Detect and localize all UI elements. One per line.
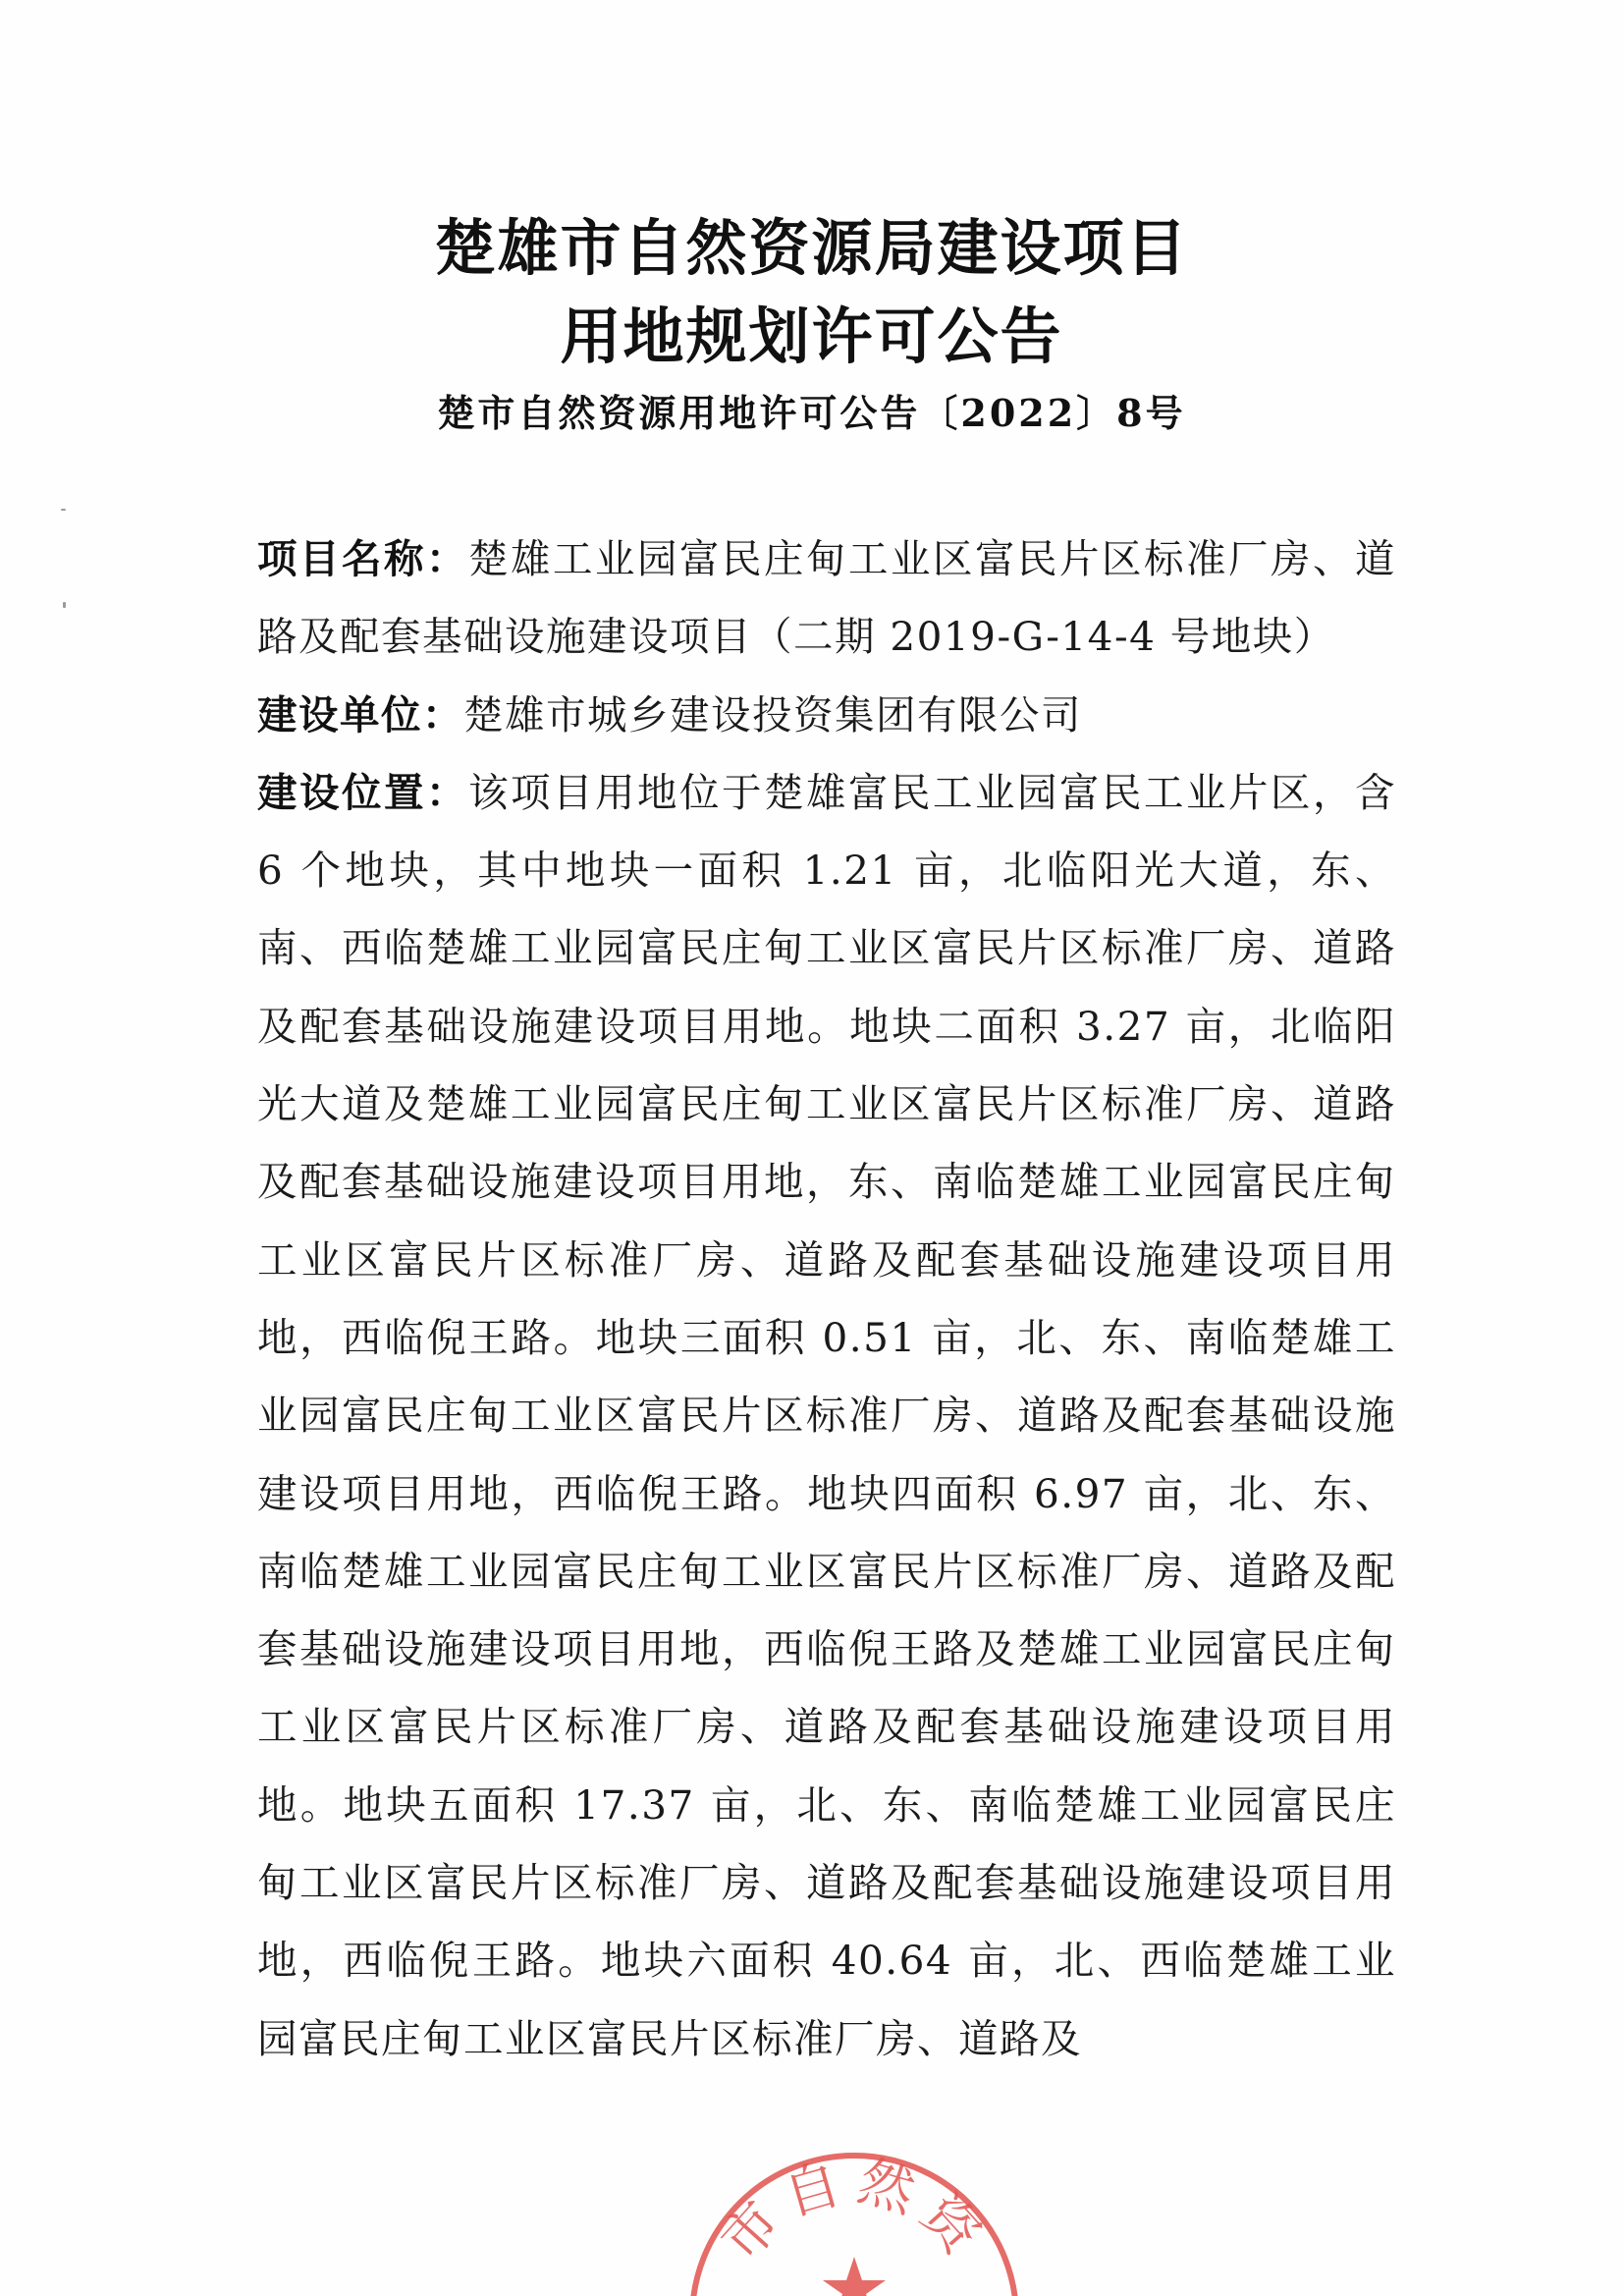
- document-body: [257, 520, 1396, 2078]
- seal-outer-ring: [692, 2156, 1016, 2296]
- document-title-line-1: 楚雄市自然资源局建设项目: [434, 212, 1189, 284]
- construction-location-paragraph: [257, 754, 1396, 2078]
- construction-location-label: 建设位置：: [257, 768, 468, 816]
- scan-mark: [61, 509, 66, 511]
- seal-text-path: 市自然资: [709, 2149, 1000, 2274]
- construction-unit-value: 楚雄市城乡建设投资集团有限公司: [463, 690, 1082, 738]
- project-name-value: 楚雄工业园富民庄甸工业区富民片区标准厂房、道路及配套基础设施建设项目（二期 2019-G-14-4 号地块）: [257, 535, 1396, 661]
- official-seal-icon: [677, 2121, 1031, 2296]
- seal-star: [823, 2257, 886, 2296]
- construction-unit-paragraph: [257, 677, 1396, 754]
- document-title-line-2: 用地规划许可公告: [560, 301, 1063, 372]
- scan-mark: [63, 602, 66, 608]
- construction-unit-label: 建设单位：: [257, 690, 463, 738]
- project-name-label: 项目名称：: [257, 535, 468, 582]
- construction-location-value: 该项目用地位于楚雄富民工业园富民工业片区，含 6 个地块，其中地块一面积 1.21 亩，北临阳光大道，东、南、西临楚雄工业园富民庄甸工业区富民片区标准厂房、道路及配套基础设施建设项目用地。地块二面积 3.27 亩，北临阳光大道及楚雄工业园富民庄甸工业区富民片区标准厂房、道路及配套基础设施建设项目用地，东、南临楚雄工业园富民庄甸工业区富民片区标准厂房、道路及配套基础设施建设项目用地，西临倪王路。地块三面积 0.51 亩，北、东、南临楚雄工业园富民庄甸工业区富民片区标准厂房、道路及配套基础设施建设项目用地，西临倪王路。地块四面积 6.97 亩，北、东、南临楚雄工业园富民庄甸工业区富民片区标准厂房、道路及配套基础设施建设项目用地，西临倪王路及楚雄工业园富民庄甸工业区富民片区标准厂房、道路及配套基础设施建设项目用地。地块五面积 17.37 亩，北、东、南临楚雄工业园富民庄甸工业区富民片区标准厂房、道路及配套基础设施建设项目用地，西临倪王路。地块六面积 40.64 亩，北、西临楚雄工业园富民庄甸工业区富民片区标准厂房、道路及: [257, 768, 1396, 2062]
- document-number: 楚市自然资源用地许可公告〔2022〕8号: [437, 391, 1186, 435]
- project-name-paragraph: [257, 520, 1396, 677]
- seal-text: [709, 2149, 1000, 2273]
